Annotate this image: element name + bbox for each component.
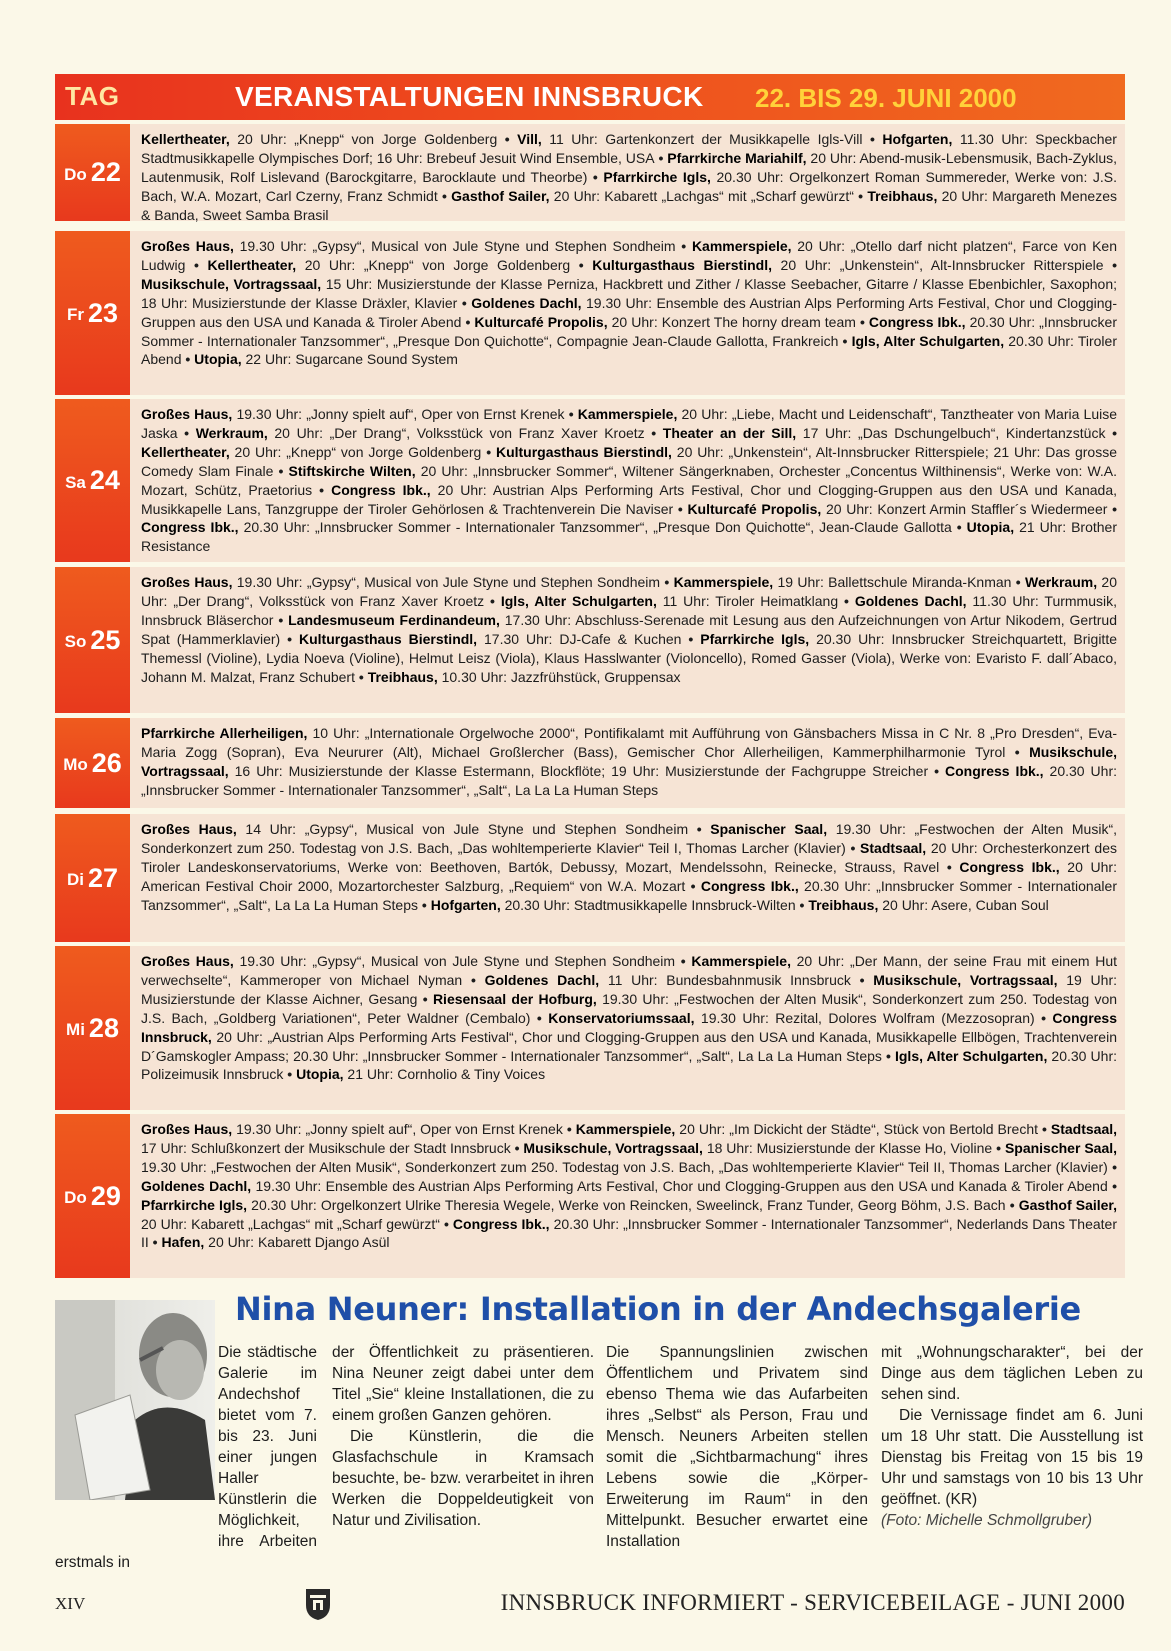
event-details: 20 Uhr: „Unkenstein“, Alt-Innsbrucker Ritterspiele [771,256,1104,273]
entry-separator: • [1107,500,1118,517]
event-details: 20 Uhr: Kabarett „Lachgas“ mit „Scharf gewürzt“ [141,1215,440,1232]
event-details: 20 Uhr: Austrian Alps Performing Arts Festival, Chor und Clogging-Gruppen aus den USA und Kanada, Musikkapelle Lans, Tanzgruppe der Tiroler Gehörlosen & Trachtenverein Die Naviser [141,481,1117,517]
event-venue: Congress Ibk., [331,481,431,498]
entry-separator: • [853,187,868,204]
event-venue: Kammerspiele, [575,1121,676,1137]
event-details: 20 Uhr: „Knepp“ von Jorge Goldenberg [229,131,498,147]
day-row [55,1114,1125,1278]
entry-separator: • [273,462,289,479]
event-details: 20.30 Uhr: Stadtmusikkapelle Innsbruck-Wilten [500,896,796,913]
page-number: XIV [55,1594,86,1613]
day-row [55,718,1125,808]
day-number: 24 [89,465,120,495]
event-details: 20 Uhr: „Der Mann, der seine Frau mit einem Hut verwechselte“, Kammeroper von Michael Nyman [141,953,1117,988]
day-row [55,946,1125,1110]
entry-separator: • [185,256,208,273]
event-venue: Kulturgasthaus Bierstindl, [299,630,478,647]
entry-separator: • [1103,256,1118,273]
event-venue: Werkraum, [195,424,268,441]
entry-separator: • [838,332,852,349]
day-events [141,952,1117,1084]
event-details: 20 Uhr: „Knepp“ von Jorge Goldenberg [229,443,482,460]
event-details: 20 Uhr: „Otello darf nicht platzen“, Farce von Ken Ludwig [141,238,1117,273]
event-venue: Kellertheater, [141,443,230,460]
event-venue: Pfarrkirche Allerheiligen, [141,725,308,741]
event-venue: Congress Ibk., [945,762,1044,779]
entry-separator: • [1005,1196,1019,1213]
event-details: 22 Uhr: Sugarcane Sound System [241,351,458,368]
entry-separator: • [644,424,663,441]
event-details: 19 Uhr: Ballettschule Miranda-Knman [773,574,1012,590]
event-venue: Riesensaal der Hofburg, [432,990,597,1007]
event-venue: Großes Haus, [141,953,234,969]
article-text: mit „Wohnungscharakter“, bei der Dinge aus dem täglichen Leben zu sehen sind. [881,1344,1143,1403]
event-details: 20 Uhr: Kabarett Django Asül [204,1234,390,1251]
event-venue: Goldenes Dachl, [854,592,967,609]
event-details: 11 Uhr: Tiroler Heimatklang [656,592,839,609]
publication-title: INNSBRUCK INFORMIERT - SERVICEBEILAGE - JUNI 2000 [500,1590,1125,1615]
event-venue: Treibhaus, [867,187,938,204]
entry-separator: • [795,896,809,913]
event-venue: Pfarrkirche Igls, [603,168,711,185]
event-venue: Igls, Alter Schulgarten, [851,332,1005,349]
event-details: 19.30 Uhr: Rezital, Dolores Wolfram (Mezzosopran) [694,1009,1035,1026]
event-venue: Kammerspiele, [577,406,678,422]
day-events [141,130,1117,225]
event-details: 19.30 Uhr: „Gypsy“, Musical von Jule Styne und Stephen Sondheim [233,953,676,969]
innsbruck-crest-icon [304,1587,332,1621]
event-details: 20 Uhr: „Austrian Alps Performing Arts Festival“, Chor und Clogging-Gruppen aus den USA und Kanada, Musikkapelle Ellbögen, Trachtenverein D´Gamskogler Ampass; 20.30 Uhr: „Innsbrucker Sommer - Internationaler Tanzsommer“, „Salt“, La La La Human Steps [141,1028,1117,1064]
event-details: 19.30 Uhr: „Jonny spielt auf“, Oper von Ernst Krenek [232,406,565,422]
event-venue: Musikschule, Vortragssaal, [141,275,322,292]
photo-credit: (Foto: Michelle Schmollgruber) [881,1512,1093,1529]
event-venue: Stadtsaal, [1050,1121,1118,1137]
entry-separator: • [418,896,431,913]
entry-separator: • [688,821,711,837]
entry-separator: • [481,443,496,460]
entry-separator: • [1011,574,1025,590]
event-details: 20.30 Uhr: „Innsbrucker Sommer - Internationaler Tanzsommer“, „Salt“, La La La Human Steps [141,762,1118,798]
entry-separator: • [417,990,433,1007]
event-details: 17 Uhr: „Das Dschungelbuch“, Kindertanzstück [796,424,1106,441]
article-column-4 [881,1342,1143,1531]
day-name: Do [64,164,87,184]
entry-separator: • [951,519,967,536]
event-details: 11.30 Uhr: Speckbacher Stadtmusikkapelle Olympisches Dorf; 16 Uhr: Brebeuf Jesuit Wind Ensemble, USA [141,131,1117,166]
article-title: Nina Neuner: Installation in der Andechsgalerie [235,1290,1081,1328]
event-venue: Großes Haus, [141,574,233,590]
event-venue: Musikschule, Vortragssaal, [141,743,1117,779]
day-events [141,405,1117,556]
event-details: 19.30 Uhr: „Gypsy“, Musical von Jule Styne und Stephen Sondheim [233,238,676,254]
article-column-1 [55,1342,317,1573]
event-venue: Gasthof Sailer, [1018,1196,1118,1213]
entry-separator: • [881,1047,895,1064]
event-venue: Spanischer Saal, [1004,1139,1118,1156]
article-text: Die Vernissage findet am 6. Juni um 18 Uhr statt. Die Ausstellung ist Dienstag bis Freitag von 15 bis 19 Uhr und samstags von 10 bis 13 Uhr geöffnet. (KR) [881,1407,1143,1508]
entry-separator: • [484,592,501,609]
event-venue: Kellertheater, [207,256,297,273]
entry-separator: • [838,592,855,609]
entry-separator: • [457,294,472,311]
event-details: 19.30 Uhr: „Jonny spielt auf“, Oper von Ernst Krenek [232,1121,563,1137]
day-number: 29 [90,1180,121,1211]
event-details: 20 Uhr: „Unkenstein“, Alt-Innsbrucker Ritterspiele; 21 Uhr: Das grosse Comedy Slam Finale [141,443,1118,479]
day-events [141,820,1117,915]
entry-separator: • [273,611,289,628]
event-details: 20 Uhr: Konzert Armin Staffler´s Wiedermeer [821,500,1108,517]
event-venue: Hofgarten, [882,131,953,147]
event-details: 20 Uhr: Abend-musik-Lebensmusik, Bach-Zyklus, Lautenmusik, Rolf Lislevand (Barockgitarre, Barocklaute und Theorbe) [141,149,1117,185]
event-venue: Pfarrkirche Igls, [700,630,810,647]
event-details: 20.30 Uhr: „Innsbrucker Sommer - Internationaler Tanzsommer“, Nederlands Dans Theater II [141,1215,1117,1251]
event-details: 10.30 Uhr: Jazzfrühstück, Gruppensax [437,668,681,685]
event-details: 20 Uhr: Konzert The horny dream team [607,313,856,330]
day-label [55,231,130,395]
entry-separator: • [570,256,593,273]
event-venue: Hofgarten, [430,896,501,913]
day-events [141,1120,1117,1252]
event-details: 20.30 Uhr: Orgelkonzert Ulrike Theresia Wegele, Werke von Reincken, Sweelinck, Franz Tunder, Georg Böhm, J.S. Bach [247,1196,1006,1213]
entry-separator: • [681,630,701,647]
article-text: Die Spannungslinien zwischen Öffentlichem und Privatem sind ebenso Thema wie das Aufarbeiten ihres „Selbst“ als Person, Frau und Mensch. Neuners Arbeiten stellen somit die „Sichtbarmachung“ ihres Lebens sowie die „Körper-Erweiterung im Raum“ in den Mittelpunkt. Besucher erwartet eine Installation [606,1344,868,1550]
entry-separator: • [1005,743,1030,760]
day-label [55,718,130,808]
table-date-range: 22. BIS 29. JUNI 2000 [755,83,1017,113]
day-label [55,124,130,221]
event-venue: Goldenes Dachl, [471,294,582,311]
event-details: 19.30 Uhr: „Festwochen der Alten Musik“, Sonderkonzert zum 250. Todestag von J.S. Bach, „Goldberg Variationen“, Peter Waldner (Cembalo) [141,990,1118,1026]
entry-separator: • [1105,424,1117,441]
entry-separator: • [564,406,578,422]
event-venue: Konservatoriumssaal, [548,1009,695,1026]
article-column-2 [332,1342,594,1531]
entry-separator: • [992,1139,1005,1156]
entry-separator: • [177,424,196,441]
event-venue: Großes Haus, [141,1121,233,1137]
event-details: 16 Uhr: Musizierstunde der Klasse Estermann, Blockflöte; 19 Uhr: Musizierstunde der Fachgruppe Streicher [228,762,929,779]
event-details: 19.30 Uhr: „Festwochen der Alten Musik“, Sonderkonzert zum 250. Todestag von J.S. Bach, „Das wohltemperierte Klavier“ Teil II, Thomas Larcher (Klavier) [141,1158,1108,1175]
event-venue: Kulturgasthaus Bierstindl, [592,256,772,273]
event-venue: Großes Haus, [141,238,234,254]
event-venue: Werkraum, [1024,574,1098,590]
day-number: 22 [90,157,121,187]
entry-separator: • [673,500,688,517]
event-venue: Pfarrkirche Mariahilf, [667,149,807,166]
event-details: 19 Uhr: Musizierstunde der Klasse Aichner, Gesang [141,971,1117,1007]
event-details: 20 Uhr: „Der Drang“, Volksstück von Franz Xaver Kroetz [267,424,645,441]
day-row [55,231,1125,395]
entry-separator: • [862,131,883,147]
entry-separator: • [312,481,332,498]
event-venue: Igls, Alter Schulgarten, [500,592,657,609]
event-details: 20 Uhr: „Innsbrucker Sommer“, Wiltener Sängerknaben, Orchester „Concentus Wilthinensis“, Werke von: W.A. Mozart, Schütz, Praetorius [141,462,1118,498]
entry-separator: • [685,877,701,894]
event-details: 20.30 Uhr: Polizeimusik Innsbruck [141,1047,1117,1083]
entry-separator: • [1107,1158,1117,1175]
event-venue: Goldenes Dachl, [484,971,600,988]
entry-separator: • [660,574,674,590]
event-details: 18 Uhr: Musizierstunde der Klasse Ho, Violine [702,1139,993,1156]
day-row [55,124,1125,221]
event-venue: Goldenes Dachl, [141,1177,252,1194]
event-venue: Utopia, [296,1066,344,1083]
event-venue: Stiftskirche Wilten, [288,462,416,479]
event-venue: Kulturcafé Propolis, [687,500,822,517]
event-venue: Congress Ibk., [868,313,966,330]
event-venue: Kulturcafé Propolis, [474,313,608,330]
event-venue: Vill, [517,131,542,147]
event-venue: Landesmuseum Ferdinandeum, [288,611,500,628]
event-details: 20.30 Uhr: „Innsbrucker Sommer - Internationaler Tanzsommer“, „Presque Don Quichotte“, Compagnie Jean-Claude Gallotta, Frankreich [141,313,1117,349]
event-venue: Utopia, [966,519,1015,536]
day-name: Do [64,1188,87,1207]
event-details: 15 Uhr: Musizierstunde der Klasse Perniza, Hackbrett und Zither / Klasse Seebacher, Gitarre / Klasse Ebenbichler, Saxophon; 18 Uhr: Musizierstunde der Klasse Dräxler, Klavier [141,275,1117,311]
event-details: 20.30 Uhr: „Innsbrucker Sommer - Internationaler Tanzsommer“, „Presque Don Quichotte“, Jean-Claude Gallotta [238,519,952,536]
day-events [141,237,1117,369]
event-venue: Congress Ibk., [700,877,799,894]
event-details: 21 Uhr: Brother Resistance [141,519,1117,555]
tag-column-label: TAG [65,81,120,111]
event-details: 19.30 Uhr: Ensemble des Austrian Alps Performing Arts Festival, Chor und Clogging-Gruppen aus den USA und Kanada & Tiroler Abend [141,294,1118,330]
day-label [55,814,130,942]
entry-separator: • [850,971,874,988]
event-details: 11 Uhr: Gartenkonzert der Musikkapelle Igls-Vill [541,131,863,147]
event-details: 20 Uhr: „Knepp“ von Jorge Goldenberg [296,256,571,273]
event-venue: Igls, Alter Schulgarten, [894,1047,1048,1064]
event-details: 20.30 Uhr: Orgelkonzert Roman Summereder, Werke von: J.S. Bach, W.A. Mozart, Carl Czerny, Franz Schmidt [141,168,1118,204]
day-number: 28 [88,1012,119,1043]
day-row [55,814,1125,942]
event-venue: Congress Ibk., [452,1215,550,1232]
entry-separator: • [181,351,195,368]
article-column-3 [606,1342,868,1552]
event-details: 20 Uhr: Margareth Menezes & Banda, Sweet Samba Brasil [141,187,1117,223]
article-text: Die städtische Galerie im Andechshof bietet vom 7. bis 23. Juni einer jungen Haller Künstlerin die Möglichkeit, ihre Arbeiten erstmals in [55,1344,317,1571]
event-details: 21 Uhr: Cornholio & Tiny Voices [343,1066,546,1083]
entry-separator: • [1107,1177,1117,1194]
entry-separator: • [675,953,692,969]
day-row [55,399,1125,562]
event-venue: Kammerspiele, [673,574,774,590]
entry-separator: • [283,1066,297,1083]
article-text: der Öffentlichkeit zu präsentieren. Nina Neuner zeigt dabei unter dem Titel „Sie“ kleine Installationen, die zu einem großen Ganzen gehören. [332,1344,594,1424]
event-details: 20 Uhr: „Im Dickicht der Städte“, Stück von Bertold Brecht [675,1121,1039,1137]
entry-separator: • [587,168,604,185]
entry-separator: • [654,149,668,166]
event-venue: Congress Innsbruck, [141,1009,1117,1045]
event-details: 20 Uhr: Asere, Cuban Soul [878,896,1049,913]
entry-separator: • [939,858,960,875]
article-text: Die Künstlerin, die die Glasfachschule in Kramsach besuchte, be- bzw. verarbeitet in ihren Werken die Doppeldeutigkeit von Natur und Zivilisation. [332,1428,594,1529]
entry-separator: • [355,668,368,685]
day-name: Fr [66,305,84,324]
event-venue: Großes Haus, [141,821,237,837]
event-venue: Treibhaus, [367,668,438,685]
day-name: Mo [63,755,88,774]
event-venue: Utopia, [194,351,242,368]
event-details: 11.30 Uhr: Turmmusik, Innsbruck Bläserchor [141,592,1118,628]
event-venue: Pfarrkirche Igls, [141,1196,248,1213]
entry-separator: • [1034,1009,1053,1026]
event-details: 20.30 Uhr: „Innsbrucker Sommer - Internationaler Tanzsommer“, „Salt“, La La La Human Steps [141,877,1117,913]
entry-separator: • [530,1009,549,1026]
table-header [55,74,1125,120]
day-row [55,567,1125,713]
day-label [55,399,130,562]
day-label [55,946,130,1110]
day-name: So [64,632,87,651]
event-details: 19.30 Uhr: Ensemble des Austrian Alps Performing Arts Festival, Chor und Clogging-Gruppen aus den USA und Kanada & Tiroler Abend [251,1177,1108,1194]
event-venue: Großes Haus, [141,406,233,422]
day-name: Mi [66,1020,85,1039]
event-details: 20.30 Uhr: Tiroler Abend [141,332,1117,368]
event-details: 11 Uhr: Bundesbahnmusik Innsbruck [599,971,851,988]
event-details: 10 Uhr: „Internationale Orgelwoche 2000“, Pontifikalamt mit Aufführung von Gänsbachers Missa in C Nr. 8 „Pro Dresden“, Eva-Maria Zogg (Sopran), Eva Neururer (Alt), Michael Großlercher (Bass), Gemischer Chor Allerheiligen, Kammerphilharmonie Tyrol [141,725,1118,760]
entry-separator: • [462,971,485,988]
entry-separator: • [675,238,692,254]
entry-separator: • [461,313,475,330]
event-venue: Spanischer Saal, [710,821,828,837]
entry-separator: • [437,187,452,204]
entry-separator: • [280,630,299,647]
entry-separator: • [1038,1121,1051,1137]
event-details: 17 Uhr: Schlußkonzert der Musikschule der Stadt Innsbruck [141,1139,511,1156]
day-events [141,573,1117,686]
event-details: 20 Uhr: American Festival Choir 2000, Mozartorchester Salzburg, „Requiem“ von W.A. Mozart [141,858,1117,894]
event-venue: Treibhaus, [808,896,879,913]
event-venue: Musikschule, Vortragssaal, [873,971,1058,988]
day-events [141,724,1117,800]
event-venue: Theater an der Sill, [662,424,797,441]
entry-separator: • [497,131,518,147]
event-venue: Kulturgasthaus Bierstindl, [495,443,672,460]
entry-separator: • [562,1121,576,1137]
day-number: 25 [90,624,121,655]
day-name: Sa [65,472,86,492]
entry-separator: • [148,1234,162,1251]
event-venue: Kellertheater, [141,131,230,147]
event-venue: Kammerspiele, [691,953,791,969]
day-label [55,567,130,713]
event-venue: Kammerspiele, [691,238,792,254]
event-details: 19.30 Uhr: „Festwochen der Alten Musik“, Sonderkonzert zum 250. Todestag von J.S. Bach, „Das wohltemperierte Klavier“ Teil I, Thomas Larcher (Klavier) [141,821,1118,856]
day-number: 27 [87,862,119,893]
event-venue: Hafen, [161,1234,205,1251]
day-label [55,1114,130,1278]
day-name: Di [66,870,84,889]
event-details: 20 Uhr: Orchesterkonzert des Tiroler Landeskonservatoriums, Werke von: Beethoven, Bartók, Debussy, Mozart, Mendelssohn, Reinecke, Strauss, Ravel [141,839,1117,875]
event-details: 14 Uhr: „Gypsy“, Musical von Jule Styne und Stephen Sondheim [236,821,689,837]
event-venue: Congress Ibk., [959,858,1060,875]
entry-separator: • [845,839,861,856]
event-details: 19.30 Uhr: „Gypsy“, Musical von Jule Styne und Stephen Sondheim [232,574,661,590]
event-details: 20.30 Uhr: Innsbrucker Streichquartett, Brigitte Themessl (Violine), Lydia Noeva (Violine), Helmut Leisz (Viola), Klaus Hasslwanter (Violoncello), Romed Gasser (Viola), Werke von: Evaristo F. dall´Abaco, Johann M. Malzat, Franz Schubert [141,630,1117,685]
entry-separator: • [855,313,869,330]
event-details: 20 Uhr: Kabarett „Lachgas“ mit „Scharf gewürzt“ [549,187,854,204]
event-venue: Gasthof Sailer, [451,187,550,204]
day-number: 26 [91,747,122,778]
entry-separator: • [439,1215,453,1232]
day-number: 23 [87,297,119,328]
entry-separator: • [510,1139,524,1156]
event-details: 20 Uhr: „Der Drang“, Volksstück von Franz Xaver Kroetz [141,574,1117,609]
event-venue: Musikschule, Vortragssaal, [523,1139,703,1156]
entry-separator: • [928,762,945,779]
event-venue: Congress Ibk., [141,519,239,536]
event-venue: Stadtsaal, [860,839,927,856]
event-details: 17.30 Uhr: DJ-Cafe & Kuchen [477,630,682,647]
event-details: 20 Uhr: „Liebe, Macht und Leidenschaft“, Tanztheater von Maria Luise Jaska [141,406,1118,441]
table-title: VERANSTALTUNGEN INNSBRUCK [235,81,704,112]
event-details: 17.30 Uhr: Abschluss-Serenade mit Lesung aus den Aufzeichnungen von Artur Nikodem, Gertrud Spat (Hammerklavier) [141,611,1117,647]
